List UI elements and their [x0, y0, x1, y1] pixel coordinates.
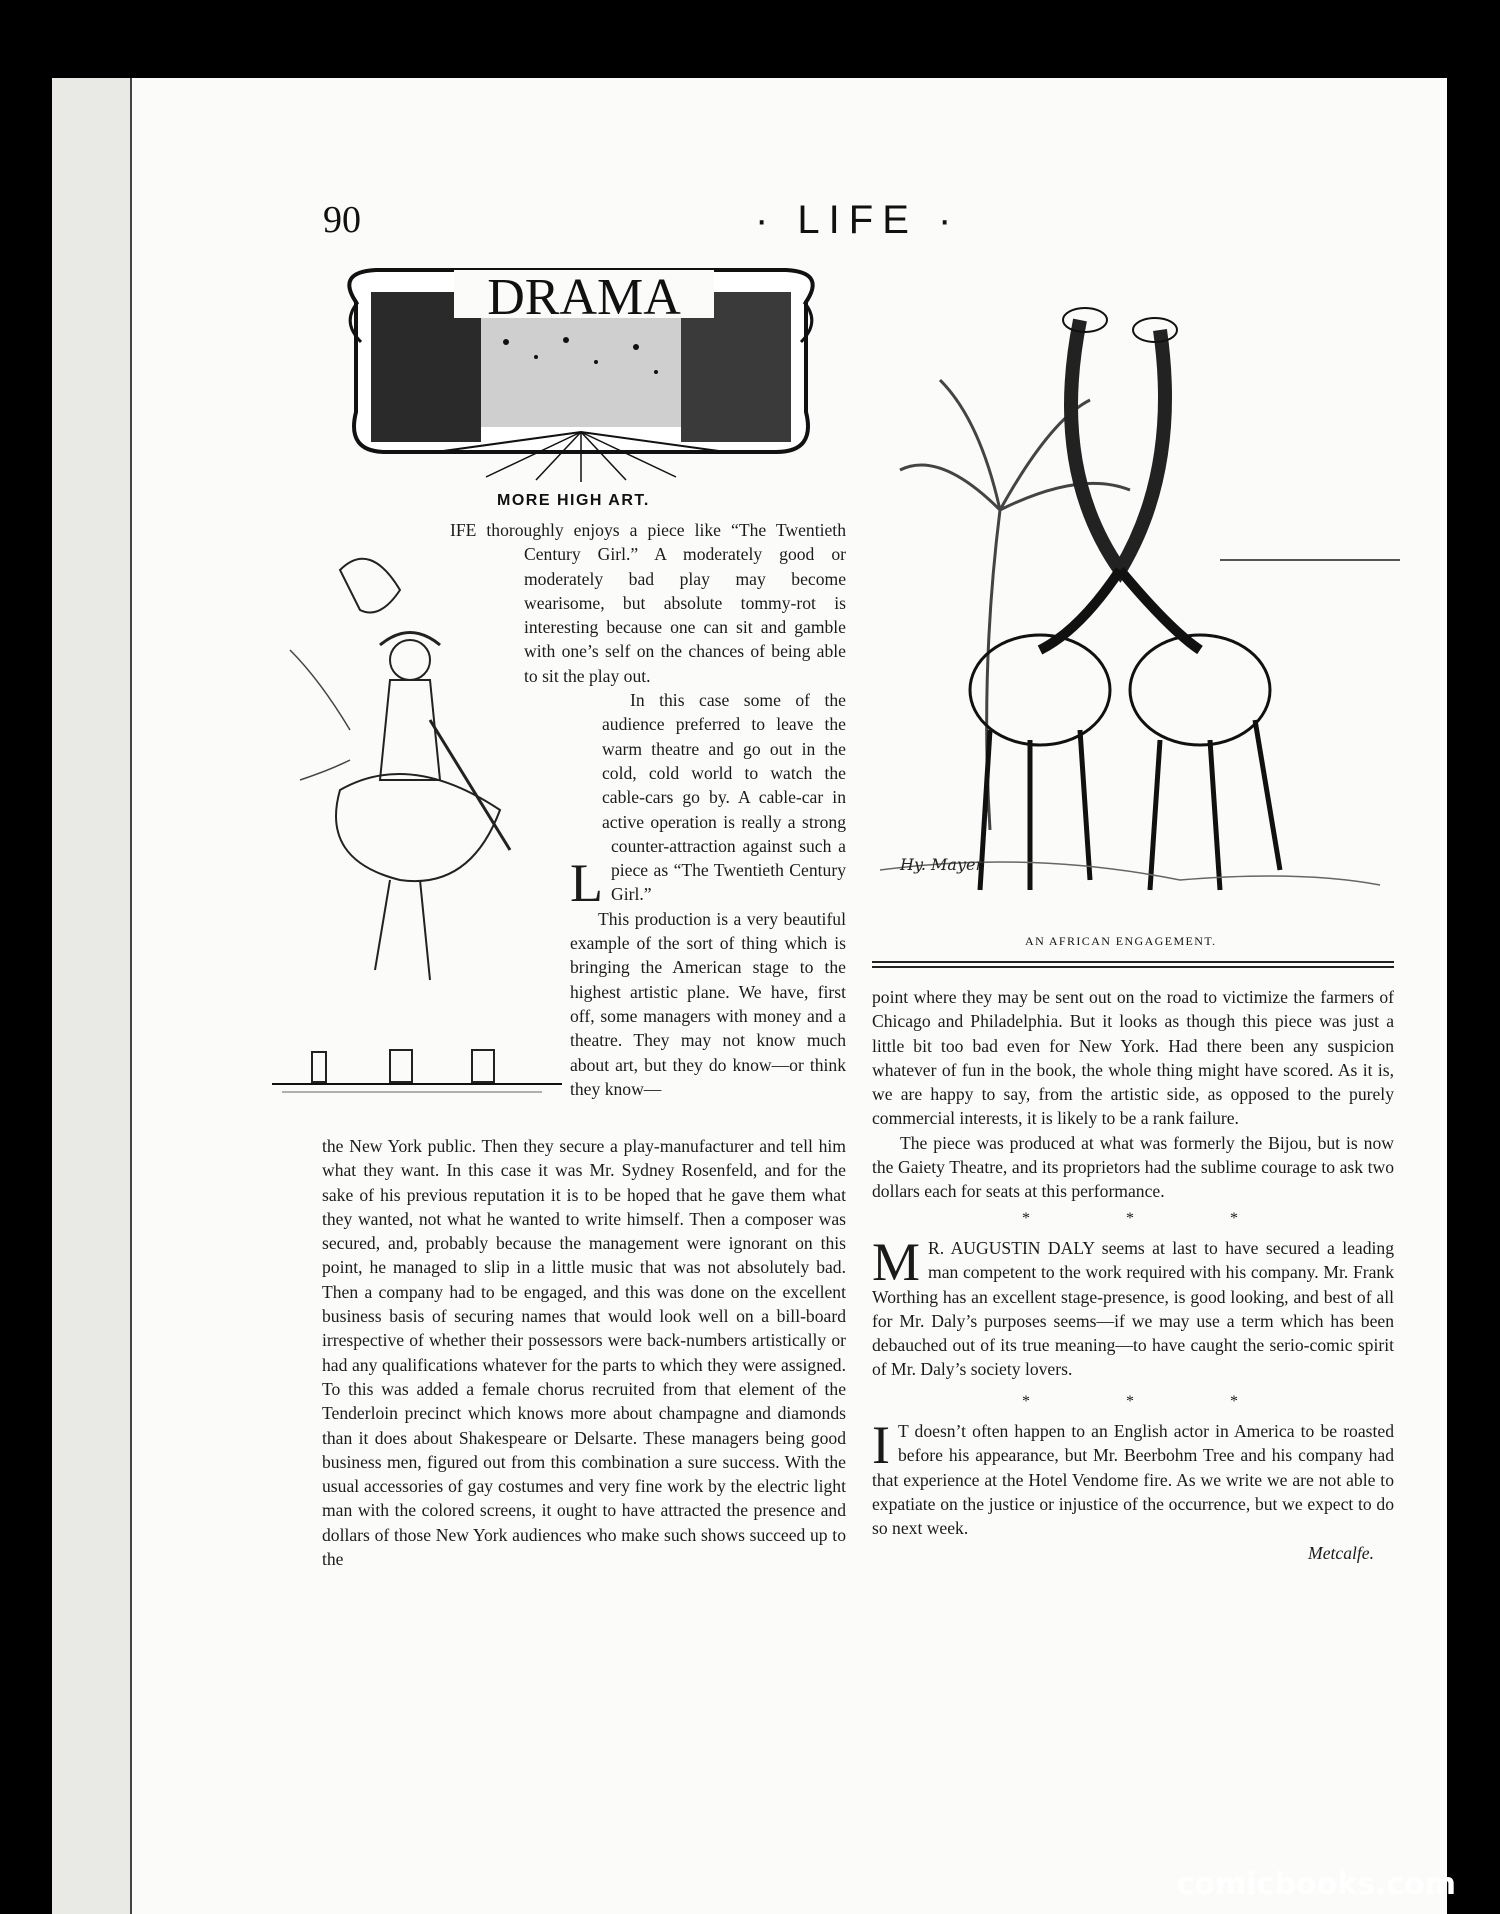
tree-dropcap: I — [872, 1415, 890, 1476]
section-separator-1: * * * — [1022, 1209, 1284, 1227]
section-separator-2: * * * — [1022, 1392, 1284, 1410]
tree-text: T doesn’t often happen to an English actor in America to be roasted before his appearance, but Mr. Beerbohm Tree and his company had that experience at the Hotel Vendome fire. As we write we are not able to expatiate on the justice or injustice of the occurrence, but we expect to do so next week. — [872, 1421, 1394, 1539]
tree-paragraph — [872, 1415, 1394, 1540]
column-rule-bottom — [872, 966, 1394, 968]
col1-bottom-text: the New York public. Then they secure a play-manufacturer and tell him what they want. In this case it was Mr. Sydney Rosenfeld, and for the sake of his previous reputation it is to be hoped that he gave them what they wanted, not what he wanted to write himself. Then a composer was secured, and, probably because the management were ignorant on this point, he managed to slip in a little music that was not absolutely bad. Then a company had to be engaged, and this was done on the excellent business basis of securing names that would look well on a bill-board irrespective of whether their possessors were back-numbers artistically or had any qualifications whatever for the parts to which they were assigned. To this was added a female chorus recruited from that element of the Tenderloin precinct which knows more about champagne and diamonds than it does about Shakespeare or Delsarte. These managers being good business men, figured out from this combination a sure success. With the usual accessories of gay costumes and very fine work by the electric light man with the colored screens, it ought to have attracted the presence and dollars of those New York audiences who make such shows succeed up to the — [322, 1136, 846, 1570]
illustration-caption: AN AFRICAN ENGAGEMENT. — [1025, 934, 1217, 948]
artist-signature: Hy. Mayer — [900, 855, 984, 874]
float-spacer-1 — [272, 518, 450, 566]
giraffe-illustration — [880, 270, 1400, 920]
article-heading: MORE HIGH ART. — [497, 492, 650, 509]
col1-dropcap-text: IFE thoroughly enjoys a piece like “The Twentieth Century Girl.” A moderately good or moderately bad play may become wearisome, but absolute tommy-rot is interesting because one can sit and gamble with one’s self on the chances of being able to sit the play out. — [450, 520, 846, 686]
article-col1-bottom — [322, 1134, 846, 1571]
col1-paragraph-2: In this case some of the audience preferred to leave the warm theatre and go out in the cold, cold world to watch the cable-cars go by. A cable-car in active operation is really a strong counter-attraction against such a piece as “The Twentieth Century Girl.” — [602, 690, 846, 905]
col2-paragraph-2: The piece was produced at what was formerly the Bijou, but is now the Gaiety Theatre, and its proprietors had the sublime courage to ask two dollars each for seats at this performance. — [872, 1132, 1394, 1202]
page-number: 90 — [323, 199, 361, 241]
float-spacer-4 — [272, 711, 602, 857]
daly-dropcap: M — [872, 1231, 921, 1292]
watermark: comicbooks.com — [1176, 1867, 1456, 1902]
author-signature: Metcalfe. — [1308, 1542, 1374, 1563]
float-spacer-3 — [272, 663, 524, 711]
column-rule-top — [872, 961, 1394, 963]
page-edge — [52, 78, 132, 1914]
col2-paragraph-1: point where they may be sent out on the road to victimize the farmers of Chicago and Philadelphia. But it looks as though this piece was just a little bit too bad even for New York. Had there been any suspicion whatever of fun in the book, the whole thing might have scored. As it is, we are happy to say, from the artistic side, as opposed to the purely commercial interests, it is likely to be a rank failure. — [872, 987, 1394, 1129]
daly-text: R. AUGUSTIN DALY seems at last to have secured a leading man competent to the work required with his company. Mr. Frank Worthing has an excellent stage-presence, is good looking, and best of all for Mr. Daly’s purposes seems—if we may use a term which has been debauched out of its true meaning—to have caught the serio-comic spirit of Mr. Daly’s society lovers. — [872, 1237, 1394, 1380]
col1-dropcap: L — [570, 853, 603, 913]
daly-paragraph — [872, 1231, 1394, 1382]
article-col2 — [872, 985, 1394, 1565]
drama-banner-illustration — [336, 262, 826, 482]
masthead-title: · LIFE · — [755, 198, 961, 242]
col1-paragraph-3: This production is a very beautiful example of the sort of thing which is bringing the American stage to the highest artistic plane. We have, first off, some managers with money and a theatre. They may not know much about art, but they do know—or think they know— — [570, 908, 846, 1099]
banner-word: DRAMA — [487, 269, 681, 326]
float-spacer-2 — [272, 566, 524, 663]
article-col1-flow — [272, 518, 846, 1227]
